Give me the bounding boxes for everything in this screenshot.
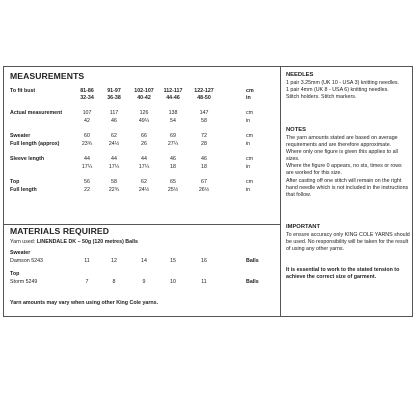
notes-para-2: Where only one figure is given this applies to all sizes. xyxy=(286,149,398,163)
measurement-row-value: 112-117 xyxy=(163,88,183,94)
measurement-row-unit: cm xyxy=(246,110,254,116)
measurement-row-value: 24½ xyxy=(138,187,150,193)
measurement-row-label: Actual measurement xyxy=(10,110,63,116)
needles-line-3: Stitch holders. Stitch markers. xyxy=(286,94,357,101)
measurement-row-value: 36-38 xyxy=(107,95,121,101)
notes-text xyxy=(286,135,410,199)
measurement-row-value: 27¼ xyxy=(167,141,179,147)
measurement-row-label: Sleeve length xyxy=(10,156,45,162)
materials-row-value: 12 xyxy=(111,258,117,264)
measurement-row-value: 25½ xyxy=(167,187,179,193)
measurement-row-label: Full length (approx) xyxy=(10,141,60,147)
materials-row-label: Storm 5249 xyxy=(10,279,38,285)
measurement-row-value: 18 xyxy=(201,164,207,170)
important-text: To ensure accuracy only KING COLE YARNS should be used. No responsibility will be taken for the result of using any other yarns. xyxy=(286,232,410,253)
measurement-row-value: 26½ xyxy=(198,187,210,193)
materials-row-label: Top xyxy=(10,271,20,277)
measurement-row-value: 122-127 xyxy=(194,88,214,94)
measurement-row-value: 17¼ xyxy=(108,164,120,170)
needles-line-2: 1 pair 4mm (UK 8 - USA 6) knitting needles. xyxy=(286,87,389,94)
measurement-row-value: 147 xyxy=(199,110,209,116)
measurement-row-value: 22 xyxy=(84,187,90,193)
measurement-row-value: 91-97 xyxy=(107,88,121,94)
measurement-row-value: 107 xyxy=(82,110,92,116)
materials-row-value: 16 xyxy=(201,258,207,264)
measurement-row-unit: in xyxy=(246,164,251,170)
yarn-note: Yarn amounts may vary when using other King Cole yarns. xyxy=(10,300,159,306)
measurement-row-value: 46 xyxy=(170,156,176,162)
materials-row-value: 7 xyxy=(85,279,89,285)
measurement-row-value: 44 xyxy=(111,156,117,162)
measurement-row-unit: cm xyxy=(246,133,254,139)
measurement-row-value: 126 xyxy=(139,110,149,116)
section-divider xyxy=(4,224,280,225)
measurement-row-value: 138 xyxy=(168,110,178,116)
yarn-used-prefix: Yarn used: xyxy=(10,239,37,245)
measurement-row-value: 58 xyxy=(201,118,207,124)
measurement-row-value: 17¼ xyxy=(81,164,93,170)
materials-row-value: 8 xyxy=(112,279,116,285)
materials-row-value: 10 xyxy=(170,279,176,285)
tension-note: It is essential to work to the stated tension to achieve the correct size of garment. xyxy=(286,267,400,281)
needles-text xyxy=(286,80,410,101)
measurement-row-label: Top xyxy=(10,179,20,185)
measurement-row-unit: cm xyxy=(246,88,254,94)
measurement-row-unit: in xyxy=(246,95,251,101)
measurement-row-value: 23¾ xyxy=(81,141,93,147)
column-divider xyxy=(280,67,281,316)
measurement-row-unit: in xyxy=(246,118,251,124)
measurement-row-value: 62 xyxy=(141,179,147,185)
materials-row-label: Sweater xyxy=(10,250,31,256)
measurement-row-value: 49¼ xyxy=(138,118,150,124)
measurement-row-value: 44 xyxy=(84,156,90,162)
measurement-row-value: 17¼ xyxy=(138,164,150,170)
measurement-row-value: 62 xyxy=(111,133,117,139)
measurement-row-value: 54 xyxy=(170,118,176,124)
measurement-row-value: 46 xyxy=(201,156,207,162)
materials-row-unit: Balls xyxy=(246,279,259,285)
measurement-row-value: 18 xyxy=(170,164,176,170)
measurement-row-unit: cm xyxy=(246,179,254,185)
yarn-used-line xyxy=(10,239,138,245)
measurement-row-value: 58 xyxy=(111,179,117,185)
materials-row-value: 11 xyxy=(201,279,207,285)
measurement-row-value: 81-86 xyxy=(80,88,94,94)
measurement-row-value: 26 xyxy=(141,141,147,147)
measurement-row-value: 67 xyxy=(201,179,207,185)
measurement-row-label: Full length xyxy=(10,187,37,193)
materials-row-value: 11 xyxy=(84,258,90,264)
measurement-row-label: To fit bust xyxy=(10,88,36,94)
measurement-row-value: 102-107 xyxy=(134,88,154,94)
materials-row-value: 15 xyxy=(170,258,176,264)
measurement-row-value: 46 xyxy=(111,118,117,124)
notes-para-3: Where the figure 0 appears, no sts, times or rows are worked for this size. xyxy=(286,163,402,177)
pattern-info-sheet xyxy=(3,66,413,317)
notes-heading: NOTES xyxy=(286,127,306,133)
measurement-row-value: 22¾ xyxy=(108,187,120,193)
measurement-row-value: 44 xyxy=(141,156,147,162)
important-heading: IMPORTANT xyxy=(286,224,321,230)
materials-heading: MATERIALS REQUIRED xyxy=(10,226,110,236)
measurement-row-value: 65 xyxy=(170,179,176,185)
notes-para-4: After casting off one stitch will remain on the right hand needle which is not included in the instructions that follow. xyxy=(286,177,409,198)
measurement-row-value: 117 xyxy=(109,110,119,116)
measurements-heading: MEASUREMENTS xyxy=(10,71,85,81)
yarn-used-name: LINENDALE DK – 50g (120 metres) Balls xyxy=(36,239,138,245)
measurement-row-unit: in xyxy=(246,187,251,193)
measurement-row-value: 66 xyxy=(141,133,147,139)
measurement-row-value: 56 xyxy=(84,179,90,185)
measurement-row-value: 32-34 xyxy=(80,95,94,101)
measurement-row-value: 60 xyxy=(84,133,90,139)
materials-row-unit: Balls xyxy=(246,258,259,264)
needles-line-1: 1 pair 3.25mm (UK 10 - USA 3) knitting needles. xyxy=(286,80,400,86)
measurement-row-value: 28 xyxy=(201,141,207,147)
measurement-row-value: 69 xyxy=(170,133,176,139)
measurement-row-unit: cm xyxy=(246,156,254,162)
needles-heading: NEEDLES xyxy=(286,72,314,78)
measurement-row-value: 42 xyxy=(84,118,90,124)
materials-row-value: 14 xyxy=(141,258,147,264)
materials-row-label: Damson 5243 xyxy=(10,258,43,264)
measurement-row-value: 24½ xyxy=(108,141,120,147)
measurement-row-value: 48-50 xyxy=(197,95,211,101)
notes-para-1: The yarn amounts stated are based on average requirements and are therefore approximate. xyxy=(286,135,398,149)
measurement-row-unit: in xyxy=(246,141,251,147)
measurement-row-value: 40-42 xyxy=(137,95,151,101)
materials-row-value: 9 xyxy=(142,279,146,285)
measurement-row-value: 44-46 xyxy=(166,95,180,101)
measurement-row-value: 72 xyxy=(201,133,207,139)
measurement-row-label: Sweater xyxy=(10,133,31,139)
